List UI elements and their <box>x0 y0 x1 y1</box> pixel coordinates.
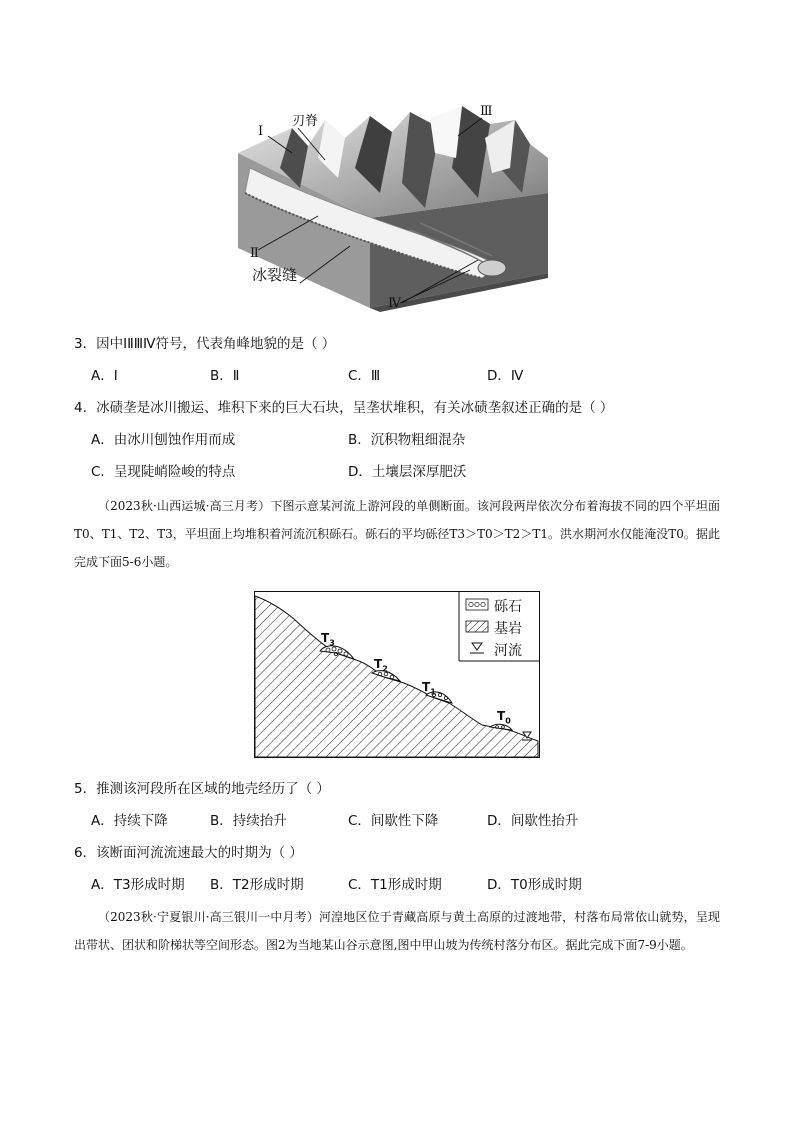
label-ridge: 刃脊 <box>292 114 319 129</box>
question-3-option-a: A．Ⅰ <box>91 368 118 384</box>
label-roman-2: Ⅱ <box>250 246 259 261</box>
question-5-option-b: B．持续抬升 <box>210 813 287 829</box>
passage-7-9: （2023秋·宁夏银川·高三银川一中月考）河湟地区位于青藏高原与黄土高原的过渡地带，村落布局常依山就势，呈现出带状、团状和阶梯状等空间形态。图2为当地某山谷示意图,图中甲山坡为传统村落分布区。据此完成下面7-9小题。 <box>74 910 720 952</box>
terrace-t0-label <box>497 709 511 725</box>
glacier-block-diagram <box>230 98 560 320</box>
terrace-t2-label <box>374 657 388 673</box>
terrace-t1-letter: T <box>422 680 431 694</box>
label-crevasse: 冰裂缝 <box>252 266 298 284</box>
question-6-option-a: A．T3形成时期 <box>91 877 185 893</box>
terrace-t2-sub: 2 <box>382 664 388 674</box>
legend-bedrock-label: 基岩 <box>494 621 522 637</box>
question-4-option-d: D．土壤层深厚肥沃 <box>348 464 467 480</box>
passage-5-6: （2023秋·山西运城·高三月考）下图示意某河流上游河段的单侧断面。该河段两岸依次分布着海拔不同的四个平坦面T0、T1、T2、T3，平坦面上均堆积着河流沉积砾石。砾石的平均砾径T3＞T0＞T2＞T1。洪水期河水仅能淹没T0。据此完成下面5-6小题。 <box>74 499 720 569</box>
question-3-stem: 3．因中ⅠⅡⅢⅣ符号，代表角峰地貌的是（ ） <box>74 336 336 352</box>
terrace-t0-letter: T <box>497 709 506 723</box>
legend-river-label: 河流 <box>494 643 522 659</box>
question-6-option-c: C．T1形成时期 <box>348 877 442 893</box>
question-3-option-d: D．Ⅳ <box>487 368 524 384</box>
question-4-stem: 4．冰碛垄是冰川搬运、堆积下来的巨大石块，呈垄状堆积，有关冰碛垄叙述正确的是（ ） <box>74 400 614 416</box>
question-6-stem: 6．该断面河流流速最大的时期为（ ） <box>74 845 303 861</box>
question-3-option-c: C．Ⅲ <box>348 368 381 384</box>
legend-bedrock-swatch <box>466 621 488 632</box>
label-roman-3: Ⅲ <box>480 104 493 119</box>
question-4-option-a: A．由冰川刨蚀作用而成 <box>91 432 236 448</box>
terrace-t3-letter: T <box>321 631 330 645</box>
question-5-option-a: A．持续下降 <box>91 813 168 829</box>
legend-gravel-swatch <box>466 599 488 610</box>
question-4-option-b: B．沉积物粗细混杂 <box>348 432 466 448</box>
terrace-t1-label <box>422 680 436 696</box>
terrace-t3-sub: 3 <box>329 638 335 648</box>
legend-gravel-label: 砾石 <box>494 599 522 615</box>
question-3-option-b: B．Ⅱ <box>210 368 240 384</box>
question-5-option-c: C．间歇性下降 <box>348 813 439 829</box>
label-roman-4: Ⅳ <box>388 296 401 311</box>
question-4-option-c: C．呈现陡峭险峻的特点 <box>91 464 236 480</box>
question-6-option-b: B．T2形成时期 <box>210 877 304 893</box>
terrace-t0-sub: 0 <box>505 716 511 726</box>
label-roman-1: Ⅰ <box>258 124 264 139</box>
river-terrace-cross-section <box>254 591 540 758</box>
question-6-option-d: D．T0形成时期 <box>487 877 582 893</box>
terrace-t2-letter: T <box>374 657 383 671</box>
terrace-t1-sub: 1 <box>430 687 436 697</box>
question-5-option-d: D．间歇性抬升 <box>487 813 579 829</box>
question-5-stem: 5．推测该河段所在区域的地壳经历了（ ） <box>74 781 330 797</box>
terrace-t3-label <box>321 631 335 647</box>
